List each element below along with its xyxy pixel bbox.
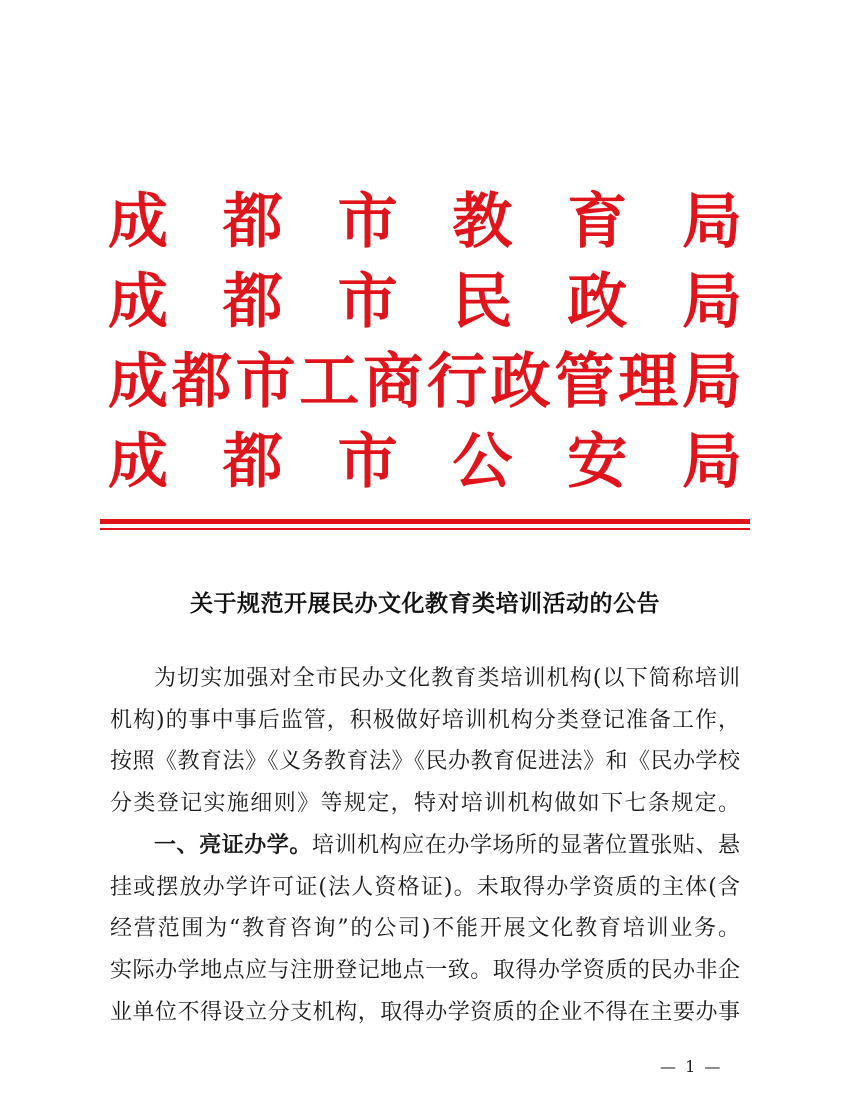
section-one-heading: 一、亮证办学。	[154, 831, 312, 858]
masthead-char: 都	[222, 267, 283, 337]
text-line: 经营范围为“教育咨询”的公司)不能开展文化教育培训业务。	[110, 916, 740, 942]
masthead-line-public-security-bureau	[108, 422, 742, 502]
masthead-char: 成	[108, 347, 168, 417]
masthead-char: 局	[681, 187, 742, 257]
text-line: 业单位不得设立分支机构，取得办学资质的企业不得在主要办事	[110, 999, 740, 1025]
masthead-char: 政	[567, 267, 628, 337]
document-title: 关于规范开展民办文化教育类培训活动的公告	[190, 590, 660, 617]
masthead-char: 都	[171, 347, 232, 417]
text-line: 为切实加强对全市民办文化教育类培训机构(以下简称培训	[154, 666, 740, 691]
issuing-authorities-masthead	[108, 182, 742, 502]
masthead-char: 政	[490, 347, 551, 417]
masthead-line-industry-commerce-bureau	[108, 342, 742, 422]
masthead-char: 成	[108, 427, 168, 497]
page-number: — 1 —	[660, 1057, 723, 1076]
text-line: 挂或摆放办学许可证(法人资格证)。未取得办学资质的主体(含	[110, 874, 740, 900]
intro-paragraph	[110, 658, 740, 825]
masthead-char: 民	[452, 267, 513, 337]
masthead-line-education-bureau	[108, 182, 742, 262]
masthead-char: 公	[452, 427, 513, 497]
section-one-paragraph	[110, 825, 740, 1034]
masthead-char: 局	[681, 347, 742, 417]
masthead-char: 行	[426, 347, 487, 417]
masthead-char: 市	[337, 187, 398, 257]
masthead-char: 育	[567, 187, 628, 257]
masthead-char: 都	[222, 187, 283, 257]
text-line: 分类登记实施细则》等规定，特对培训机构做如下七条规定。	[110, 791, 740, 817]
text-line: 实际办学地点应与注册登记地点一致。取得办学资质的民办非企	[110, 957, 740, 983]
masthead-char: 市	[235, 347, 296, 417]
section-one-text: 培训机构应在办学场所的显著位置张贴、悬	[311, 832, 740, 858]
text-line: 按照《教育法》《义务教育法》《民办教育促进法》和《民办学校	[110, 749, 740, 775]
masthead-char: 管	[554, 347, 615, 417]
masthead-divider-thick	[100, 519, 750, 524]
masthead-char: 局	[681, 427, 742, 497]
masthead-divider-thin	[100, 528, 750, 530]
text-line	[110, 825, 740, 867]
masthead-char: 成	[108, 267, 168, 337]
masthead-char: 局	[681, 267, 742, 337]
document-body	[110, 658, 740, 1033]
masthead-char: 都	[222, 427, 283, 497]
masthead-char: 商	[363, 347, 424, 417]
masthead-char: 成	[108, 187, 168, 257]
masthead-char: 市	[337, 267, 398, 337]
masthead-char: 工	[299, 347, 360, 417]
masthead-line-civil-affairs-bureau	[108, 262, 742, 342]
masthead-char: 教	[452, 187, 513, 257]
text-line: 机构)的事中事后监管，积极做好培训机构分类登记准备工作，	[110, 707, 740, 733]
masthead-char: 安	[567, 427, 628, 497]
masthead-char: 理	[618, 347, 679, 417]
masthead-char: 市	[337, 427, 398, 497]
